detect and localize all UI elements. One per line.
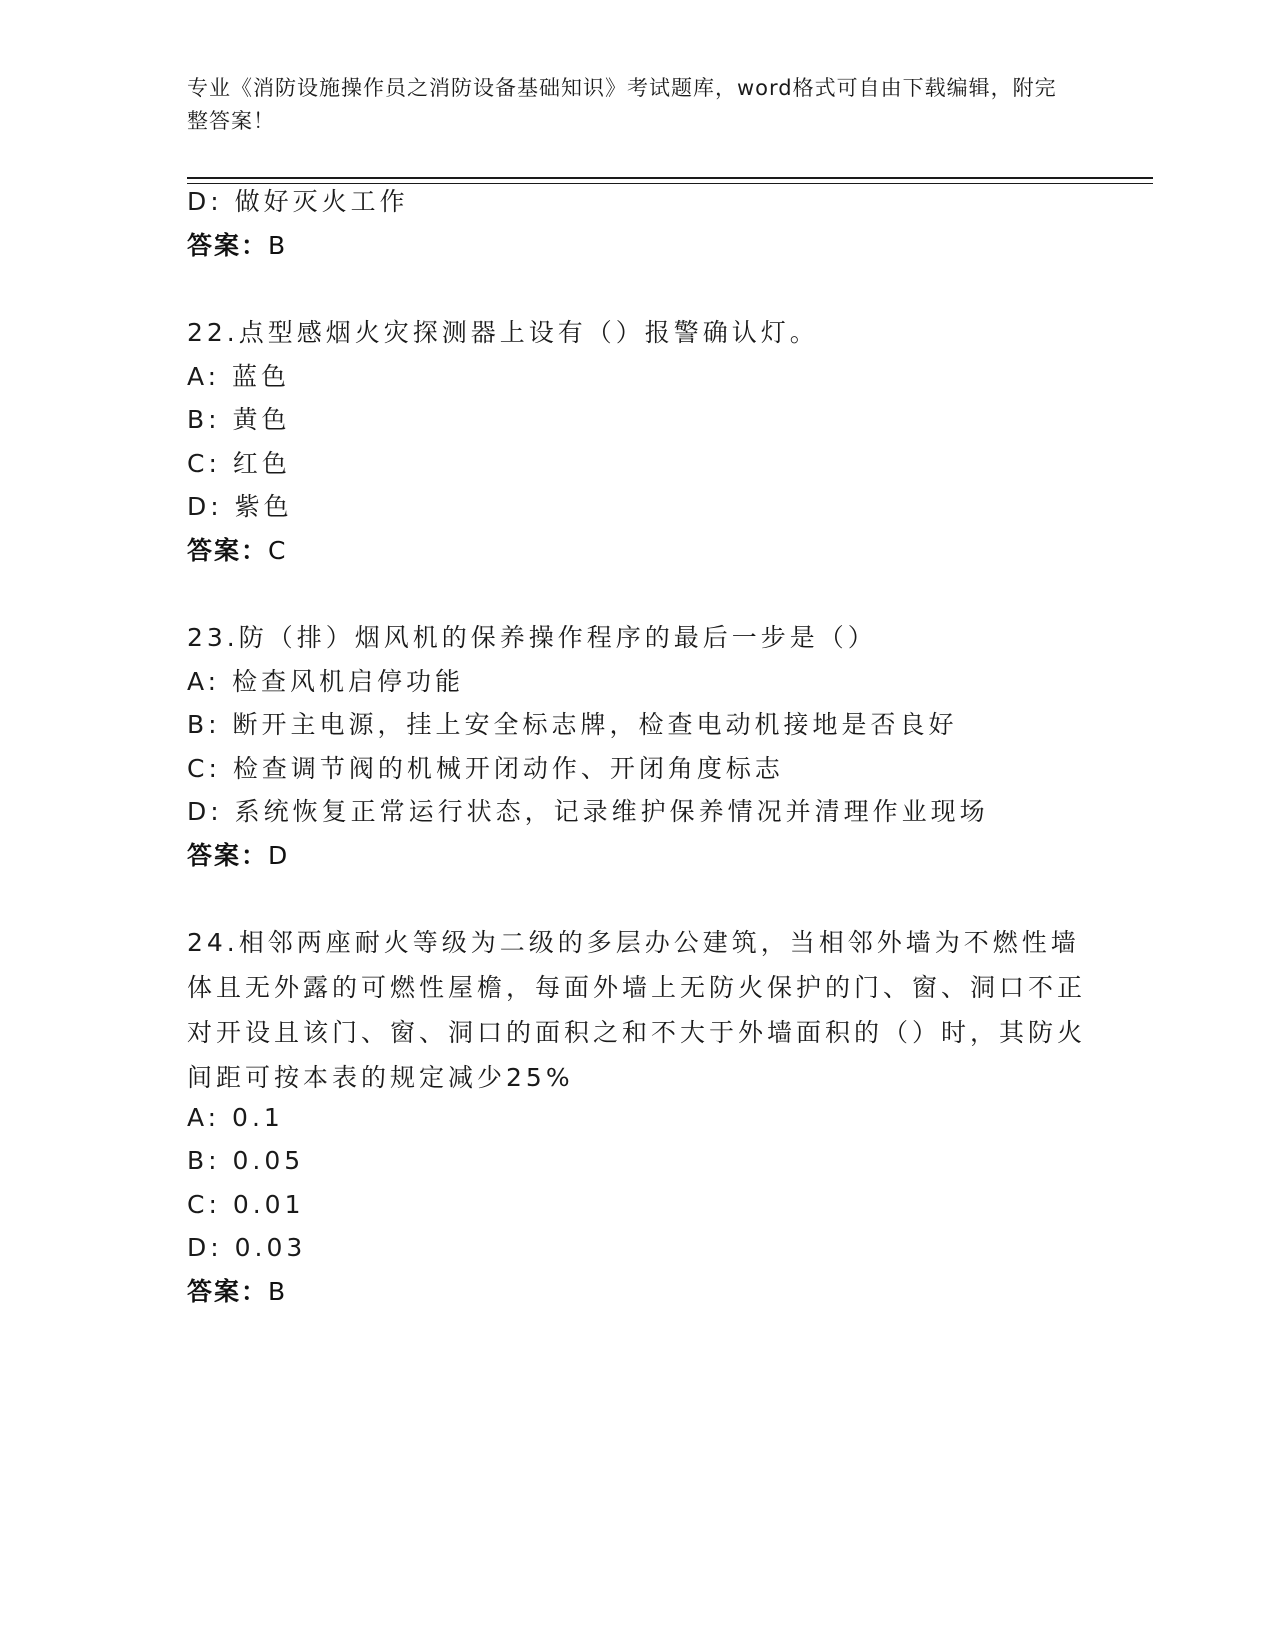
answer-label: 答案： (187, 536, 269, 565)
header-divider-thick (187, 177, 1153, 179)
prev-option-d: D: 做好灭火工作 (187, 187, 409, 216)
answer-label: 答案： (187, 231, 269, 260)
question-24-option-d: D: 0.03 (187, 1233, 307, 1262)
question-22-answer (187, 534, 287, 568)
question-24-answer (187, 1275, 287, 1309)
answer-value: B (268, 1277, 288, 1306)
answer-label: 答案： (187, 1277, 269, 1306)
question-24-option-c: C: 0.01 (187, 1190, 305, 1219)
answer-value: D (268, 841, 290, 870)
question-24-option-a: A: 0.1 (187, 1103, 284, 1132)
header-divider-thin (187, 183, 1153, 184)
answer-value: B (268, 231, 288, 260)
answer-value: C (268, 536, 288, 565)
question-23-option-b: B: 断开主电源，挂上安全标志牌，检查电动机接地是否良好 (187, 710, 958, 739)
question-24-option-b: B: 0.05 (187, 1146, 305, 1175)
document-header: 专业《消防设施操作员之消防设备基础知识》考试题库，word格式可自由下载编辑，附完整答案！ (187, 76, 1057, 133)
question-23-option-c: C: 检查调节阀的机械开闭动作、开闭角度标志 (187, 754, 784, 783)
question-23-answer (187, 839, 289, 873)
question-22-option-d: D: 紫色 (187, 492, 293, 521)
question-22-stem: 22.点型感烟火灾探测器上设有（）报警确认灯。 (187, 318, 819, 347)
question-23-stem: 23.防（排）烟风机的保养操作程序的最后一步是（） (187, 623, 877, 652)
question-22-option-c: C: 红色 (187, 449, 291, 478)
question-22-option-b: B: 黄色 (187, 405, 291, 434)
question-22-option-a: A: 蓝色 (187, 362, 291, 391)
prev-answer (187, 229, 287, 263)
question-24-stem: 24.相邻两座耐火等级为二级的多层办公建筑，当相邻外墙为不燃性墙体且无外露的可燃性屋檐，每面外墙上无防火保护的门、窗、洞口不正对开设且该门、窗、洞口的面积之和不大于外墙面积的（）时，其防火间距可按本表的规定减少25% (187, 928, 1087, 1092)
question-23-option-a: A: 检查风机启停功能 (187, 667, 465, 696)
answer-label: 答案： (187, 841, 269, 870)
question-23-option-d: D: 系统恢复正常运行状态，记录维护保养情况并清理作业现场 (187, 797, 989, 826)
